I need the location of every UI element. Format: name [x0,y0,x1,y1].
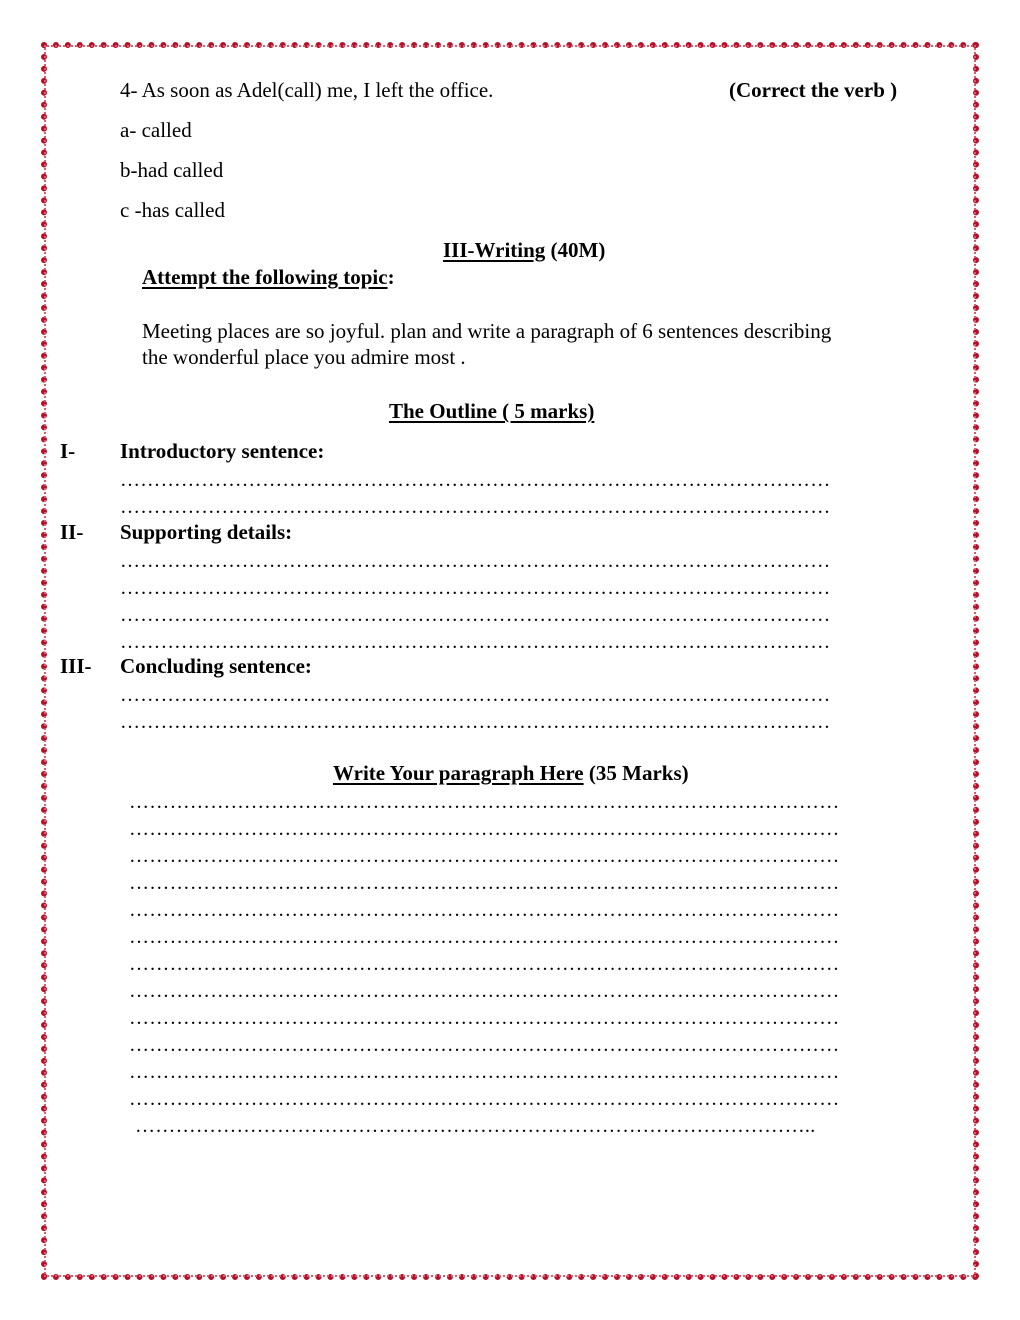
paragraph-line[interactable]: …………………………………………………………………………………………… [129,1089,840,1109]
question-4-stem: 4- As soon as Adel(call) me, I left the office. [120,78,494,102]
answer-line[interactable]: …………………………………………………………………………………………… [120,470,831,490]
outline-title: The Outline ( 5 marks) [389,399,595,423]
paragraph-title: Write Your paragraph Here [333,761,584,785]
question-4-instruction: (Correct the verb ) [729,78,898,102]
answer-line[interactable]: …………………………………………………………………………………………… [120,712,831,732]
writing-prompt-line-2: the wonderful place you admire most . [142,345,466,369]
paragraph-line[interactable]: …………………………………………………………………………………………… [129,927,840,947]
attempt-label: Attempt the following topic [142,265,388,289]
outline-label-introductory: Introductory sentence: [120,439,325,463]
paragraph-line[interactable]: …………………………………………………………………………………………… [129,819,840,839]
paragraph-marks: (35 Marks) [583,761,689,785]
answer-line[interactable]: …………………………………………………………………………………………… [120,551,831,571]
attempt-colon: : [387,265,395,289]
paragraph-heading [333,760,689,786]
paragraph-line[interactable]: …………………………………………………………………………………………… [129,873,840,893]
paragraph-line[interactable]: …………………………………………………………………………………………… [129,1035,840,1055]
attempt-heading [142,264,395,290]
outline-label-concluding: Concluding sentence: [120,654,312,678]
answer-line[interactable]: …………………………………………………………………………………………… [120,632,831,652]
outline-numeral-3: III- [60,654,92,678]
paragraph-line[interactable]: …………………………………………………………………………………………… [129,846,840,866]
paragraph-line[interactable]: …………………………………………………………………………………………… [129,981,840,1001]
writing-prompt-line-1: Meeting places are so joyful. plan and write a paragraph of 6 sentences describing [142,319,832,343]
outline-numeral-2: II- [60,520,84,544]
writing-heading [443,237,605,263]
paragraph-line-last[interactable]: ……………………………………………………………………………………….. [135,1116,816,1136]
outline-numeral-1: I- [60,439,76,463]
paragraph-line[interactable]: …………………………………………………………………………………………… [129,900,840,920]
answer-line[interactable]: …………………………………………………………………………………………… [120,605,831,625]
paragraph-line[interactable]: …………………………………………………………………………………………… [129,1008,840,1028]
paragraph-line[interactable]: …………………………………………………………………………………………… [129,792,840,812]
paragraph-line[interactable]: …………………………………………………………………………………………… [129,954,840,974]
answer-line[interactable]: …………………………………………………………………………………………… [120,685,831,705]
answer-line[interactable]: …………………………………………………………………………………………… [120,578,831,598]
writing-section-marks: (40M) [545,238,606,262]
paragraph-line[interactable]: …………………………………………………………………………………………… [129,1062,840,1082]
option-a: a- called [120,118,192,142]
writing-section-title: III-Writing [443,238,546,262]
answer-line[interactable]: …………………………………………………………………………………………… [120,497,831,517]
option-c: c -has called [120,198,225,222]
outline-label-supporting: Supporting details: [120,520,293,544]
option-b: b-had called [120,158,224,182]
